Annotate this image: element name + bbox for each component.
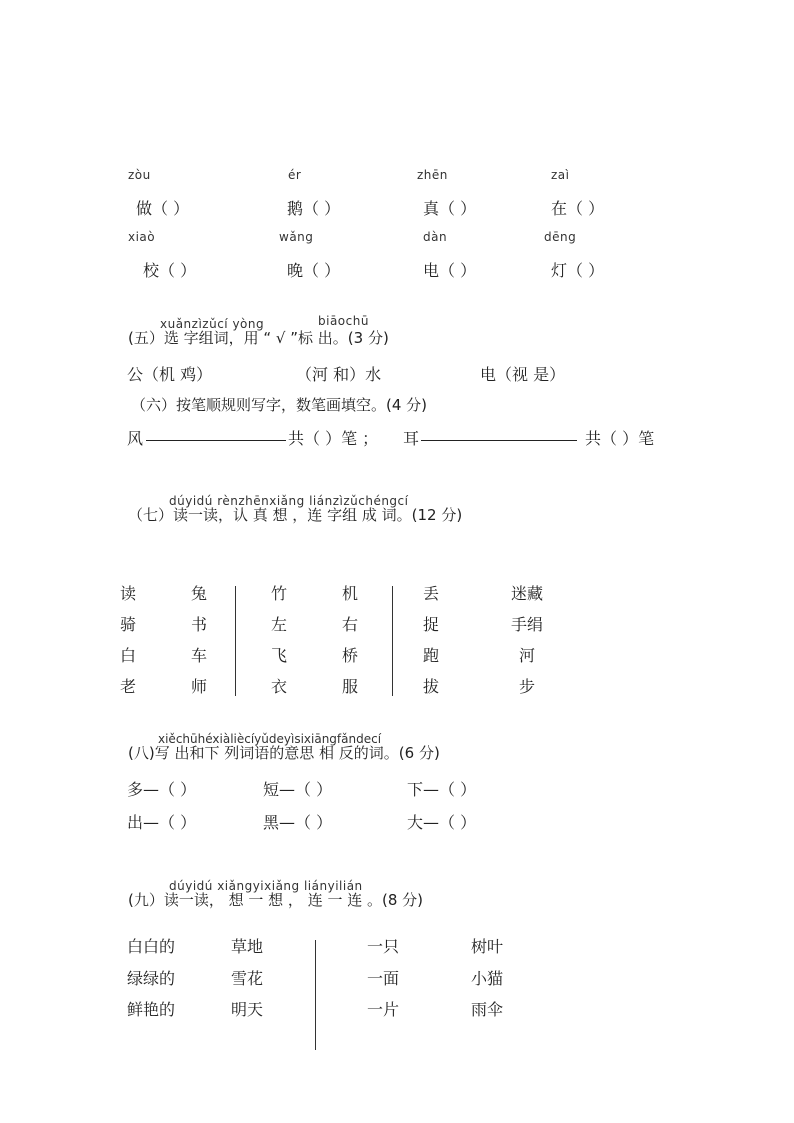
- word-item: 绿绿的: [127, 969, 176, 988]
- q5-heading: (五）选 字组词，用 “ √ ”标 出。(3 分): [128, 329, 389, 347]
- word-item: 雨伞: [471, 1000, 504, 1019]
- writing-blank-1[interactable]: [146, 426, 286, 441]
- word-item: 树叶: [471, 937, 504, 956]
- word-char: 师: [191, 677, 208, 696]
- word-char: 兔: [191, 584, 208, 603]
- q9-pinyin: dúyidú xiǎngyixiǎng liányilián: [169, 879, 363, 893]
- word-item: 一面: [367, 969, 400, 988]
- word-item: 鲜艳的: [127, 1000, 176, 1019]
- word-char: 读: [120, 584, 137, 603]
- word-char: 机: [342, 584, 359, 603]
- q6-heading: （六）按笔顺规则写字，数笔画填空。(4 分): [131, 396, 428, 414]
- writing-blank-2[interactable]: [421, 426, 577, 441]
- q5-item: （河 和）水: [296, 365, 382, 384]
- word-item: 草地: [231, 937, 264, 956]
- word-char: 迷藏: [511, 584, 544, 603]
- word-char: 飞: [271, 646, 288, 665]
- pinyin-dian: dàn: [423, 230, 448, 244]
- char-item: 晚（ ）: [287, 261, 341, 280]
- antonym-item: 出—（ ）: [127, 813, 197, 832]
- q9-heading: (九）读一读， 想 一 想 ， 连 一 连 。(8 分): [128, 891, 424, 909]
- antonym-item: 多—（ ）: [127, 780, 197, 799]
- word-char: 竹: [271, 584, 288, 603]
- word-char: 捉: [423, 615, 440, 634]
- word-item: 一只: [367, 937, 400, 956]
- char-item: 校（ ）: [143, 261, 197, 280]
- word-item: 一片: [367, 1000, 400, 1019]
- word-item: 明天: [231, 1000, 264, 1019]
- word-char: 右: [342, 615, 359, 634]
- q6-end: 共（ ）笔: [585, 429, 655, 448]
- antonym-item: 下—（ ）: [407, 780, 477, 799]
- pinyin-zou: zòu: [128, 168, 151, 182]
- char-item: 鹅（ ）: [287, 199, 341, 218]
- char-item: 在（ ）: [551, 199, 605, 218]
- antonym-item: 黑—（ ）: [263, 813, 333, 832]
- word-char: 左: [271, 615, 288, 634]
- column-divider: [235, 586, 236, 696]
- pinyin-zhen: zhēn: [417, 168, 448, 182]
- word-item: 小猫: [471, 969, 504, 988]
- word-char: 骑: [120, 615, 137, 634]
- pinyin-xiao: xiaò: [128, 230, 156, 244]
- pinyin-deng: dēng: [544, 230, 577, 244]
- q7-pinyin: dúyidú rènzhēnxiǎng liánzìzǔchéngcí: [169, 494, 409, 508]
- char-item: 电（ ）: [423, 261, 477, 280]
- word-char: 桥: [342, 646, 359, 665]
- column-divider: [392, 586, 393, 696]
- word-char: 服: [342, 677, 359, 696]
- q8-pinyin: xiěchūhéxiàliècíyǔdeyìsixiāngfǎndecí: [158, 732, 382, 746]
- word-char: 手绢: [511, 615, 544, 634]
- word-char: 白: [120, 646, 137, 665]
- word-item: 白白的: [127, 937, 176, 956]
- q5-item: 公（机 鸡）: [127, 365, 213, 384]
- word-char: 丢: [423, 584, 440, 603]
- char-item: 做（ ）: [136, 199, 190, 218]
- word-item: 雪花: [231, 969, 264, 988]
- column-divider: [315, 940, 316, 1050]
- q8-heading: (八)写 出和下 列词语的意思 相 反的词。(6 分): [128, 744, 440, 762]
- q6-char1: 风: [127, 429, 144, 448]
- word-char: 老: [120, 677, 137, 696]
- char-item: 真（ ）: [423, 199, 477, 218]
- word-char: 拔: [423, 677, 440, 696]
- q5-pinyin-a: xuǎnzìzǔcí yòng: [160, 317, 265, 331]
- word-char: 书: [191, 615, 208, 634]
- word-char: 跑: [423, 646, 440, 665]
- q7-heading: （七）读一读，认 真 想 ，连 字组 成 词。(12 分): [128, 506, 463, 524]
- word-char: 步: [519, 677, 536, 696]
- word-char: 河: [519, 646, 536, 665]
- q6-char2: 耳: [403, 429, 420, 448]
- q5-item: 电（视 是）: [480, 365, 566, 384]
- char-item: 灯（ ）: [551, 261, 605, 280]
- antonym-item: 短—（ ）: [263, 780, 333, 799]
- word-char: 衣: [271, 677, 288, 696]
- pinyin-er: ér: [288, 168, 302, 182]
- pinyin-zai: zaì: [551, 168, 570, 182]
- pinyin-wang: wǎng: [279, 230, 314, 244]
- q5-pinyin-b: biāochū: [318, 314, 369, 328]
- antonym-item: 大—（ ）: [407, 813, 477, 832]
- word-char: 车: [191, 646, 208, 665]
- q6-mid: 共（ ）笔 ；: [288, 429, 379, 448]
